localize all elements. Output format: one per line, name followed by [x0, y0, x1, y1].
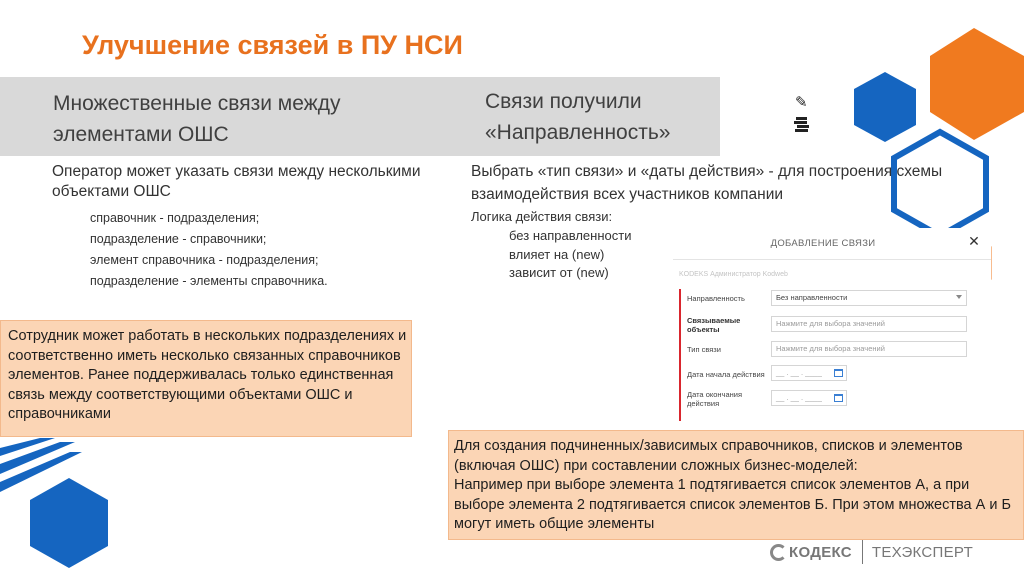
close-icon[interactable]: ✕ [968, 233, 980, 249]
required-indicator [679, 289, 681, 421]
logo-separator [862, 540, 863, 564]
logo-brand-kodeks: КОДЕКС [789, 543, 852, 561]
list-item: зависит от (new) [509, 265, 609, 280]
right-lead-text: Выбрать «тип связи» и «даты действия» - для построения схемы взаимодействия всех участников компании [471, 163, 943, 203]
left-lead-text: Оператор может указать связи между несколькими объектами ОШС [52, 163, 421, 200]
end-date-label: Дата окончания действия [687, 390, 743, 408]
list-item: элемент справочника - подразделения; [90, 253, 319, 267]
objects-label: Связываемые объекты [687, 316, 741, 334]
logo-brand-techexpert: ТЕХЭКСПЕРТ [871, 543, 974, 561]
objects-input[interactable]: Нажмите для выбора значений [771, 316, 967, 332]
type-label: Тип связи [687, 345, 721, 354]
direction-select[interactable] [771, 290, 967, 306]
start-date-label: Дата начала действия [687, 370, 765, 379]
relation-list [90, 208, 420, 292]
books-icon [794, 117, 811, 132]
direction-value: Без направленности [776, 293, 848, 302]
slide-title: Улучшение связей в ПУ НСИ [82, 30, 463, 60]
orange-hexagon-decoration [930, 28, 1024, 140]
end-date-input[interactable] [771, 390, 847, 406]
band-right-heading: Связи получили «Направленность» [485, 90, 671, 144]
kodeks-logo-icon [770, 544, 787, 561]
list-item: подразделение - элементы справочника. [90, 274, 328, 288]
calendar-icon[interactable] [834, 394, 843, 402]
logic-list [509, 227, 631, 283]
list-item: влияет на (new) [509, 246, 605, 262]
list-item: без направленности [509, 228, 632, 243]
start-date-input[interactable] [771, 365, 847, 381]
pen-icon: ✎ [795, 94, 808, 111]
note-right: Для создания подчиненных/зависимых справочников, списков и элементов (включая ОШС) при составлении сложных бизнес-моделей: Например при выборе элемента 1 подтягивается список элементов А, а при выборе элемента 2 подтягивается список элементов Б. При этом множества А и Б могут иметь общие элементы [448, 430, 1024, 540]
relation-type-input[interactable]: Нажмите для выбора значений [771, 341, 967, 357]
direction-label: Направленность [687, 294, 745, 303]
band-left-heading: Множественные связи между элементами ОШС [53, 92, 341, 146]
start-date-value: __ . __ . ____ [776, 368, 822, 377]
logic-title: Логика действия связи: [471, 209, 613, 224]
list-item: подразделение - справочники; [90, 232, 267, 246]
calendar-icon[interactable] [834, 369, 843, 377]
blue-hexagon-bottom-decoration [30, 478, 108, 568]
dialog-divider [673, 259, 991, 260]
add-relation-dialog [673, 228, 991, 424]
note-left: Сотрудник может работать в нескольких подразделениях и соответственно иметь несколько связанных справочников элементов. Ранее поддерживалась только единственная связь между соответствующими объектами ОШС и справочниками [0, 320, 412, 437]
company-logo [770, 538, 973, 566]
dialog-title: ДОБАВЛЕНИЕ СВЯЗИ [770, 238, 876, 249]
end-date-value: __ . __ . ____ [776, 393, 822, 402]
chevron-down-icon [956, 295, 962, 299]
list-item: справочник - подразделения; [90, 211, 260, 225]
dialog-subtitle: KODEKS Администратор Kodweb [679, 271, 788, 278]
